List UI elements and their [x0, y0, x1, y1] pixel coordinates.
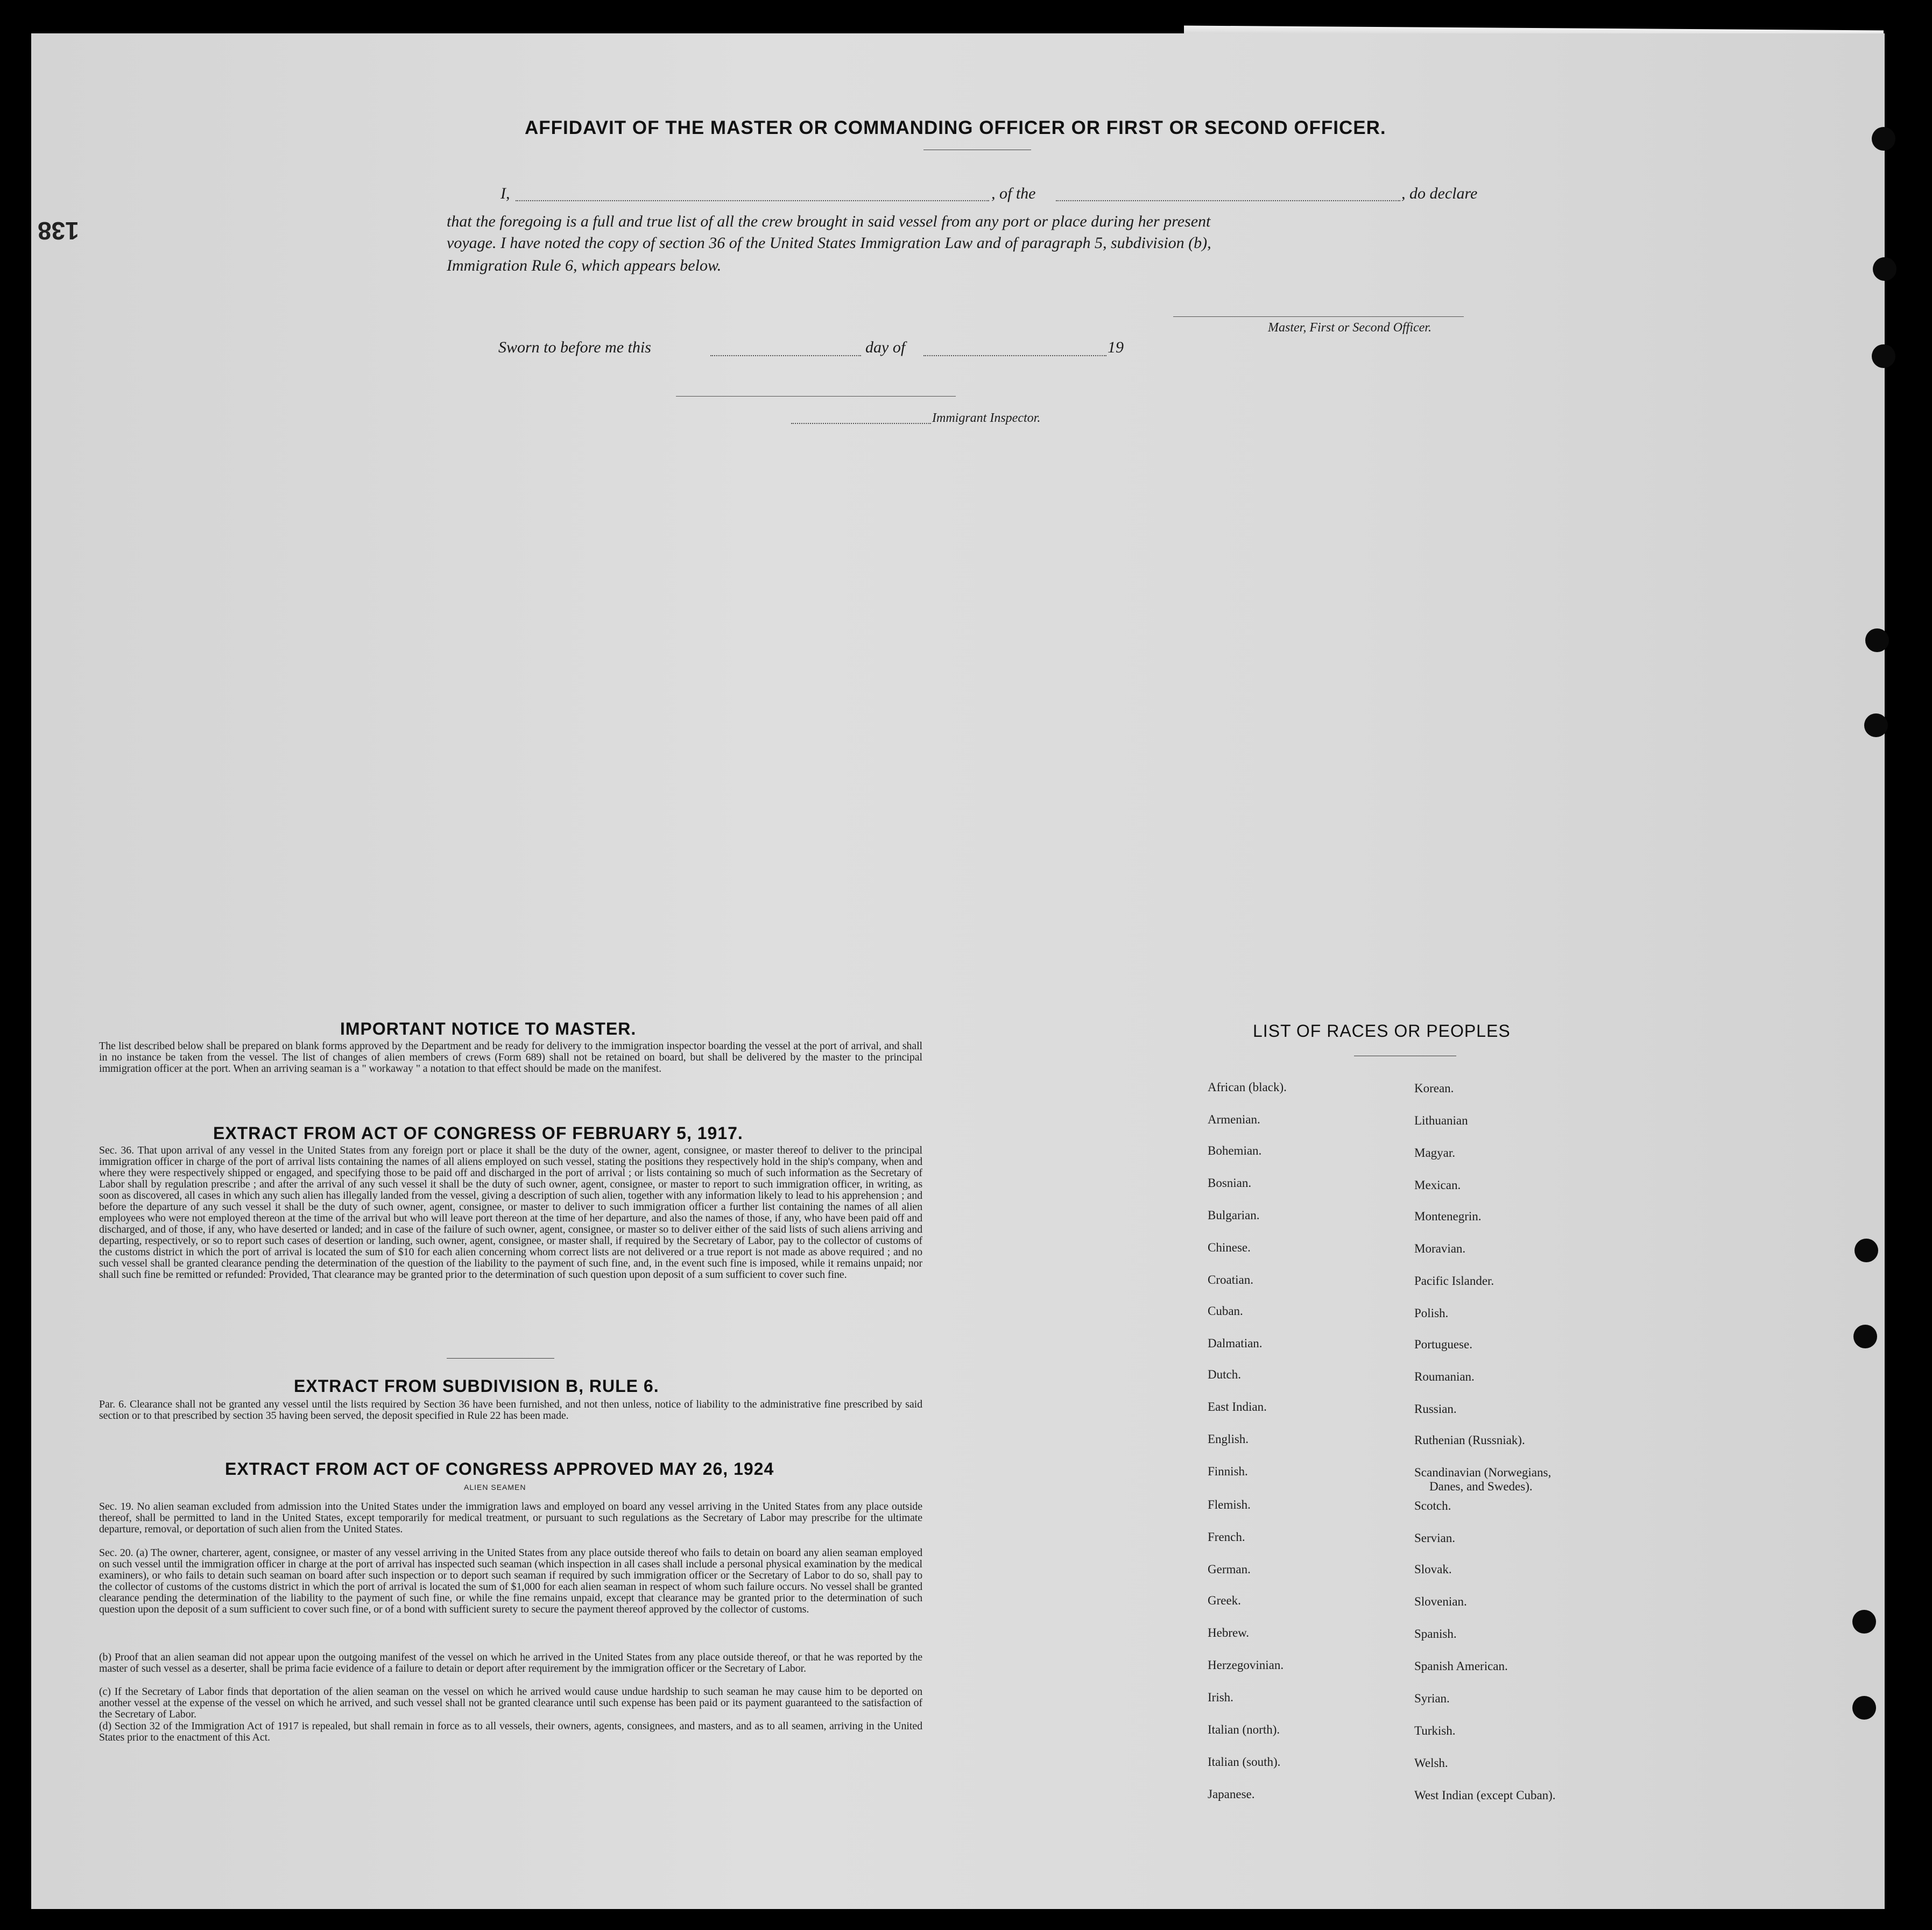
punch-hole — [1852, 1696, 1876, 1720]
race-item: Herzegovinian. — [1208, 1658, 1284, 1672]
race-item: Syrian. — [1414, 1692, 1450, 1705]
notice-body: The list described below shall be prepared on blank forms approved by the Department and be ready for delivery to the immigration inspector boarding the vessel at the port of arrival, and shall in no instance be taken from the vessel. The list of changes of alien members of crews (Form 689) shall not be retained on board, but shall be delivered by the master to the principal immigration officer at the port. When an arriving seaman is a " workaway " a notation to that effect should be made on the manifest. — [99, 1040, 922, 1074]
punch-hole — [1855, 1239, 1878, 1262]
inspector-dots — [791, 423, 931, 424]
race-item: Bulgarian. — [1208, 1208, 1260, 1222]
race-item: Greek. — [1208, 1594, 1241, 1607]
race-item: Slovenian. — [1414, 1595, 1467, 1608]
race-item: Bosnian. — [1208, 1176, 1252, 1190]
extract-1917-body: Sec. 36. That upon arrival of any vessel in the United States from any foreign port or place it shall be the duty of the owner, agent, consignee, or master thereof to deliver to the principal immigration officer in charge of the port of arrival lists containing the names of all aliens employed on such vessel, stating the positions they respectively hold in the ship's company, when and where they were respectively shipped or engaged, and specifying those to be paid off and discharged in the port of arrival ; or lists containing so much of such information as the Secretary of Labor shall by regulation prescribe ; and after the arrival of any such vessel it shall be the duty of such owner, agent, consignee, or master to report to such immigration officer, in writing, as soon as discovered, all cases in which any such alien has illegally landed from the vessel, giving a description of such alien, together with any information likely to lead to his apprehension ; and before the departure of any such vessel it shall be the duty of such owner, agent, consignee, or master to deliver to such immigration officer a further list containing the names of all alien employees who were not employed thereon at the time of the arrival but who will leave port thereon at the time of her departure, and also the names of those, if any, who have been paid off and discharged, and of those, if any, who have deserted or landed; and in case of the failure of such owner, agent, consignee, or master so to deliver either of the said lists of such aliens arriving and departing, respectively, or so to report such cases of desertion or landing, such owner, agent, consignee, or master shall, if required by the Secretary of Labor, pay to the collector of customs of the customs district in which the port of arrival is located the sum of $10 for each alien concerning whom correct lists are not delivered or a true report is not made as above required ; and no such vessel shall be granted clearance pending the determination of the question of the liability to the payment of such fine, and, in the event such fine is imposed, while it remains unpaid; nor shall such fine be remitted or refunded: Provided, That clearance may be granted prior to the determination of such question upon deposit of a sum sufficient to cover such fine. — [99, 1144, 922, 1281]
affidavit-line4: Immigration Rule 6, which appears below. — [447, 257, 722, 274]
punch-hole — [1864, 713, 1888, 737]
race-item: Moravian. — [1414, 1242, 1466, 1255]
race-item: Scandinavian (Norwegians, — [1414, 1466, 1552, 1479]
extract-1917-title: EXTRACT FROM ACT OF CONGRESS OF FEBRUARY 5, 1917. — [213, 1123, 743, 1143]
race-item: Turkish. — [1414, 1724, 1456, 1737]
affidavit-title: AFFIDAVIT OF THE MASTER OR COMMANDING OFFICER OR FIRST OR SECOND OFFICER. — [525, 117, 1386, 138]
race-item: Lithuanian — [1414, 1114, 1468, 1127]
race-item: Montenegrin. — [1414, 1210, 1482, 1223]
affidavit-line3: voyage. I have noted the copy of section 36 of the United States Immigration Law and of paragraph 5, subdivision (b), — [447, 234, 1211, 252]
sworn-text-c: 19 — [1108, 338, 1124, 356]
paper-sheet — [31, 33, 1885, 1909]
punch-hole — [1865, 628, 1889, 652]
race-item: Spanish American. — [1414, 1659, 1508, 1673]
race-item: Hebrew. — [1208, 1626, 1250, 1639]
race-item: Magyar. — [1414, 1146, 1456, 1160]
race-item: Scotch. — [1414, 1499, 1451, 1512]
name-blank[interactable] — [516, 200, 989, 201]
sec20d-body: (d) Section 32 of the Immigration Act of 1917 is repealed, but shall remain in force as to all vessels, their owners, agents, consignees, and masters, and as to all seamen, arriving in the United States prior to the enactment of this Act. — [99, 1720, 922, 1743]
race-scandinavian-cont: Danes, and Swedes). — [1429, 1480, 1533, 1493]
affidavit-line2: that the foregoing is a full and true list of all the crew brought in said vessel from any port or place during her present — [447, 213, 1211, 230]
race-item: Spanish. — [1414, 1627, 1457, 1641]
race-item: Korean. — [1414, 1081, 1454, 1095]
race-item: Croatian. — [1208, 1273, 1253, 1286]
race-item: English. — [1208, 1432, 1249, 1446]
race-item: Welsh. — [1414, 1756, 1448, 1770]
signature-line[interactable] — [1173, 316, 1464, 317]
sworn-text-b: day of — [865, 338, 906, 356]
race-item: Roumanian. — [1414, 1370, 1475, 1383]
sworn-text-a: Sworn to before me this — [498, 338, 651, 356]
month-blank[interactable] — [923, 355, 1106, 356]
race-item: Servian. — [1414, 1531, 1456, 1545]
subdivision-title: EXTRACT FROM SUBDIVISION B, RULE 6. — [294, 1376, 659, 1396]
race-item: Cuban. — [1208, 1304, 1243, 1318]
race-item: Flemish. — [1208, 1498, 1251, 1511]
sec19-body: Sec. 19. No alien seaman excluded from admission into the United States under the immigration laws and employed on board any vessel arriving in the United States from any place outside thereof, shall be permitted to land in the United States, except temporarily for medical treatment, or pursuant to such regulations as the Secretary of Labor may prescribe for the ultimate departure, removal, or deportation of such alien from the United States. — [99, 1501, 922, 1535]
race-item: Italian (south). — [1208, 1755, 1281, 1769]
race-item: Armenian. — [1208, 1113, 1260, 1126]
race-item: African (black). — [1208, 1080, 1287, 1094]
vessel-blank[interactable] — [1056, 200, 1400, 201]
race-item: Finnish. — [1208, 1465, 1248, 1478]
race-item: Pacific Islander. — [1414, 1274, 1494, 1288]
extract-1924-title: EXTRACT FROM ACT OF CONGRESS APPROVED MAY 26, 1924 — [225, 1459, 774, 1479]
race-item: German. — [1208, 1563, 1251, 1576]
races-title: LIST OF RACES OR PEOPLES — [1253, 1021, 1511, 1041]
race-item: Chinese. — [1208, 1241, 1251, 1254]
punch-hole — [1872, 127, 1895, 151]
affidavit-line1-c: , do declare — [1401, 185, 1478, 202]
sec20a-body: Sec. 20. (a) The owner, charterer, agent, consignee, or master of any vessel arriving in the United States from any place outside thereof who fails to detain on board any alien seaman employed on such vessel until the immigration officer in charge at the port of arrival has inspected such seaman (which inspection in all cases shall include a personal physical examination by the medical examiners), or who fails to detain such seaman on board after such inspection or to deport such seaman if required by such immigration officer or the Secretary of Labor to do so, shall pay to the collector of customs of the customs district in which the port of arrival is located the sum of $1,000 for each alien seaman in respect of whom such failure occurs. No vessel shall be granted clearance pending the determination of the liability to the payment of such fine, or while the fine remains unpaid, except that clearance may be granted prior to the determination of such question upon the deposit of a sum sufficient to cover such fine, or of a bond with sufficient surety to secure the payment thereof approved by the collector of customs. — [99, 1547, 922, 1615]
race-item: Irish. — [1208, 1691, 1233, 1704]
race-item: Slovak. — [1414, 1563, 1452, 1576]
race-item: French. — [1208, 1530, 1245, 1544]
notice-title: IMPORTANT NOTICE TO MASTER. — [340, 1019, 637, 1038]
race-item: Russian. — [1414, 1402, 1457, 1416]
race-item: Dalmatian. — [1208, 1337, 1263, 1350]
inspector-line[interactable] — [676, 396, 956, 397]
subdivision-body: Par. 6. Clearance shall not be granted any vessel until the lists required by Section 36 have been furnished, and not then unless, notice of liability to the administrative fine prescribed by said section or to that prescribed by section 35 having been served, the deposit specified in Rule 22 has been made. — [99, 1398, 922, 1422]
race-item: Italian (north). — [1208, 1723, 1280, 1736]
affidavit-line1-b: , of the — [991, 185, 1036, 202]
punch-hole — [1873, 257, 1896, 281]
race-item: Japanese. — [1208, 1787, 1255, 1801]
extract-1924-subtitle: ALIEN SEAMEN — [464, 1483, 526, 1491]
race-item: East Indian. — [1208, 1400, 1267, 1413]
divider — [447, 1358, 554, 1359]
master-label: Master, First or Second Officer. — [1268, 321, 1432, 335]
race-item: Dutch. — [1208, 1368, 1241, 1381]
page-number-stamp: 138 — [38, 217, 79, 245]
race-item: Polish. — [1414, 1306, 1449, 1320]
race-item: Mexican. — [1414, 1178, 1461, 1192]
race-item: Portuguese. — [1414, 1338, 1472, 1351]
inspector-label: Immigrant Inspector. — [932, 411, 1041, 425]
race-item: Bohemian. — [1208, 1144, 1262, 1157]
punch-hole — [1872, 344, 1895, 368]
punch-hole — [1853, 1325, 1877, 1348]
sec20b-body: (b) Proof that an alien seaman did not appear upon the outgoing manifest of the vessel on which he arrived in the United States from any place outside thereof, or that he was reported by the master of such vessel as a deserter, shall be prima facie evidence of a failure to detain or deport after requirement by the immigration officer or the Secretary of Labor. — [99, 1651, 922, 1674]
day-blank[interactable] — [710, 355, 861, 356]
punch-hole — [1852, 1610, 1876, 1634]
race-item: West Indian (except Cuban). — [1414, 1788, 1556, 1802]
race-item: Ruthenian (Russniak). — [1414, 1433, 1525, 1447]
sec20c-body: (c) If the Secretary of Labor finds that deportation of the alien seaman on the vessel on which he arrived would cause undue hardship to such seaman he may cause him to be deported on another vessel at the expense of the vessel on which he arrived, and such vessel shall not be granted clearance until such expense has been paid or its payment guaranteed to the satisfaction of the Secretary of Labor. — [99, 1686, 922, 1720]
affidavit-line1-a: I, — [500, 185, 510, 202]
